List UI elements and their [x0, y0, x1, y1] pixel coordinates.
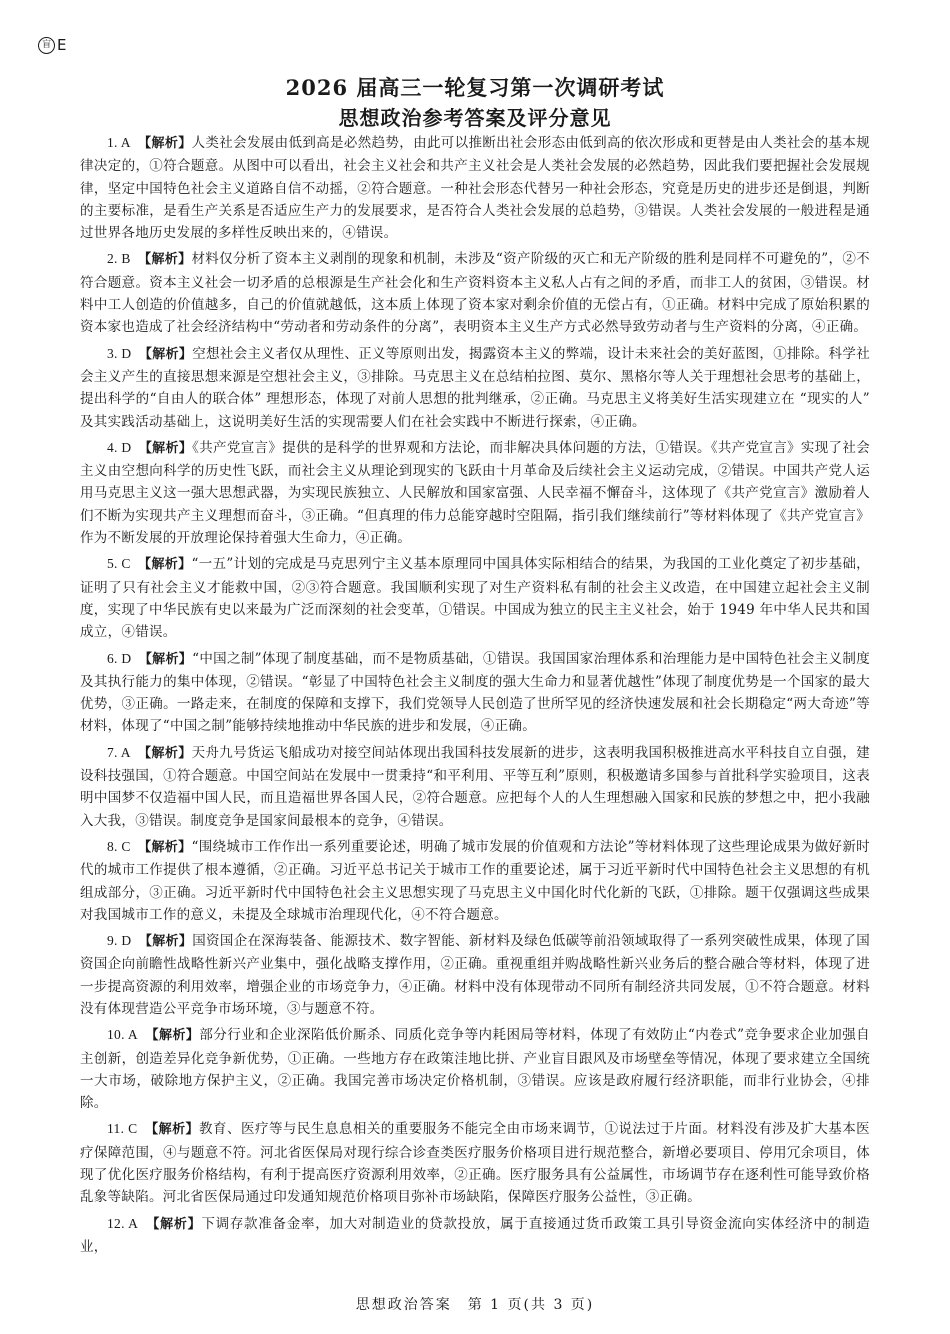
- analysis-tag: 【解析】: [144, 557, 192, 573]
- analysis-tag: 【解析】: [145, 651, 193, 667]
- analysis-tag: 【解析】: [152, 1028, 200, 1044]
- answer-text: 天舟九号货运飞船成功对接空间站体现出我国科技发展新的进步，这表明我国积极推进高水平科技自立自强，建设科技强国，①符合题意。中国空间站在发展中一贯秉持“和平利用、平等互利”原则，积极邀请多国参与首批科学实验项目，这表明中国梦不仅造福中国人民，而且造福世界各国人民，②符合题意。应把每个人的人生理想融入国家和民族的梦想之中，把小我融入大我，③错误。制度竞争是国家间最根本的竞争，④错误。: [80, 744, 870, 829]
- page-title: 2026 届高三一轮复习第一次调研考试: [285, 75, 665, 100]
- answer-item: [80, 1118, 870, 1208]
- answer-number: 2. B: [107, 251, 131, 267]
- answer-text: “围绕城市工作作出一系列重要论述，明确了城市发展的价值观和方法论”等材料体现了这些理论成果为做好新时代的城市工作提供了根本遵循，②正确。习近平总书记关于城市工作的重要论述，属于习近平新时代中国特色社会主义思想的有机组成部分，③正确。习近平新时代中国特色社会主义思想实现了马克思主义中国化时代化新的飞跃，①排除。题干仅强调这些成果对我国城市工作的意义，未提及全球城市治理现代化，④不符合题意。: [80, 838, 870, 923]
- answer-item: [80, 248, 870, 338]
- answer-item: [80, 742, 870, 832]
- page-subtitle: 思想政治参考答案及评分意见: [338, 106, 612, 130]
- analysis-tag: 【解析】: [144, 252, 192, 268]
- analysis-tag: 【解析】: [144, 839, 192, 855]
- answer-number: 10. A: [107, 1027, 138, 1043]
- answer-text: 部分行业和企业深陷低价厮杀、同质化竞争等内耗困局等材料，体现了有效防止“内卷式”竞争要求企业加强自主创新，创造差异化竞争新优势，①正确。一些地方存在政策洼地比拼、产业盲目跟风及市场壁垒等情况，体现了要求建立全国统一大市场，破除地方保护主义，②正确。我国完善市场决定价格机制，③错误。应该是政府履行经济职能，而非行业协会，④排除。: [80, 1027, 870, 1112]
- answer-text: 《共产党宣言》提供的是科学的世界观和方法论，而非解决具体问题的方法，①错误。《共产党宣言》实现了社会主义由空想向科学的历史性飞跃，而社会主义从理论到现实的飞跃由十月革命及后续社会主义运动完成，②错误。中国共产党人运用马克思主义这一强大思想武器，为实现民族独立、人民解放和国家富强、人民幸福不懈奋斗，这体现了《共产党宣言》激励着人们不断为实现共产主义理想而奋斗，③正确。“但真理的伟力总能穿越时空阻隔，指引我们继续前行”等材料体现了《共产党宣言》作为不断发展的开放理论保持着强大生命力，④正确。: [80, 439, 870, 547]
- corner-letter: E: [57, 36, 67, 54]
- answer-item: [80, 343, 870, 433]
- page-footer: 思想政治答案 第 1 页(共 3 页): [355, 1297, 595, 1313]
- answer-number: 11. C: [107, 1121, 138, 1137]
- answer-text: “中国之制”体现了制度基础，而不是物质基础，①错误。我国国家治理体系和治理能力是中国特色社会主义制度及其执行能力的集中体现，②错误。“彰显了中国特色社会主义制度的强大生命力和显著优越性”体现了制度优势是一个国家的最大优势，③正确。一路走来，在制度的保障和支撑下，我们党领导人民创造了世所罕见的经济快速发展和社会长期稳定“两大奇迹”等材料，体现了“中国之制”能够持续地推动中华民族的进步和发展，④正确。: [80, 650, 870, 735]
- answer-list: [80, 132, 870, 1262]
- answer-number: 5. C: [107, 556, 131, 572]
- answer-number: 8. C: [107, 838, 131, 854]
- answer-number: 3. D: [107, 345, 132, 361]
- answer-text: 教育、医疗等与民生息息相关的重要服务不能完全由市场来调节，①说法过于片面。材料没有涉及扩大基本医疗保障范围，④与题意不符。河北省医保局对现行综合诊查类医疗服务价格项目进行规范整合，新增必要项目、停用冗余项目，体现了优化医疗服务价格结构，有利于提高医疗资源利用效率，②正确。医疗服务具有公益属性，市场调节存在逐利性可能导致价格乱象等缺陷。河北省医保局通过印发通知规范价格项目弥补市场缺陷，保障医疗服务公益性，③正确。: [80, 1121, 870, 1206]
- answer-item: [80, 836, 870, 926]
- answer-text: 下调存款准备金率，加大对制造业的贷款投放，属于直接通过货币政策工具引导资金流向实体经济中的制造业，: [80, 1215, 870, 1255]
- analysis-tag: 【解析】: [145, 440, 193, 456]
- answer-number: 12. A: [107, 1215, 139, 1231]
- analysis-tag: 【解析】: [144, 745, 192, 761]
- answer-item: [80, 553, 870, 643]
- analysis-tag: 【解析】: [151, 1122, 200, 1138]
- answer-number: 4. D: [107, 439, 132, 455]
- answer-text: 国资国企在深海装备、能源技术、数字智能、新材料及绿色低碳等前沿领域取得了一系列突破性成果，体现了国资国企向前瞻性战略性新兴产业集中，强化战略支撑作用，②正确。重视重组并购战略性新兴业务后的整合融合等材料，体现了进一步提高资源的利用效率，增强企业的市场竞争力，④正确。材料中没有体现带动不同所有制经济共同发展，①不符合题意。材料没有体现营造公平竞争市场环境，③与题意不符。: [80, 933, 870, 1017]
- corner-mark: [38, 36, 66, 54]
- analysis-tag: 【解析】: [145, 346, 193, 362]
- analysis-tag: 【解析】: [145, 934, 193, 950]
- answer-text: 人类社会发展由低到高是必然趋势，由此可以推断出社会形态由低到高的依次形成和更替是由人类社会的基本规律决定的，①符合题意。从图中可以看出，社会主义社会和共产主义社会是人类社会发展的必然趋势，因此我们要把握社会发展规律，坚定中国特色社会主义道路自信不动摇，②符合题意。一种社会形态代替另一种社会形态，究竟是历史的进步还是倒退，判断的主要标准，是看生产关系是否适应生产力的发展要求，是否符合人类社会发展的总趋势，③错误。人类社会发展的一般进程是通过世界各地历史发展的多样性反映出来的，④错误。: [80, 135, 870, 242]
- answer-item: [80, 1024, 870, 1114]
- answer-item: [80, 132, 870, 244]
- analysis-tag: 【解析】: [152, 1216, 202, 1232]
- answer-item: [80, 930, 870, 1020]
- answer-number: 9. D: [107, 933, 132, 949]
- answer-item: [80, 648, 870, 738]
- answer-item: [80, 437, 870, 549]
- answer-item: [80, 1213, 870, 1259]
- answer-text: 材料仅分析了资本主义剥削的现象和机制，未涉及“资产阶级的灭亡和无产阶级的胜利是同样不可避免的”，②不符合题意。资本主义社会一切矛盾的总根源是生产社会化和生产资料资本主义私人占有之间的矛盾，而非工人的贫困，③错误。材料中工人创造的价值越多，自己的价值就越低，这本质上体现了资本家对剩余价值的无偿占有，①正确。材料中完成了原始积累的资本家也造成了社会经济结构中“劳动者和劳动条件的分离”，表明资本主义生产方式必然导致劳动者与生产资料的分离，④正确。: [80, 251, 870, 336]
- answer-text: “一五”计划的完成是马克思列宁主义基本原理同中国具体实际相结合的结果，为我国的工业化奠定了初步基础，证明了只有社会主义才能救中国，②③符合题意。我国顺利实现了对生产资料私有制的社会主义改造，在中国建立起社会主义制度，实现了中华民族有史以来最为广泛而深刻的社会变革，①错误。中国成为独立的民主主义社会，始于 1949 年中华人民共和国成立，④错误。: [80, 556, 870, 641]
- answer-text: 空想社会主义者仅从理性、正义等原则出发，揭露资本主义的弊端，设计未来社会的美好蓝图，①排除。科学社会主义产生的直接思想来源是空想社会主义，③排除。马克思主义在总结柏拉图、莫尔、黑格尔等人关于理想社会思考的基础上，提出科学的“自由人的联合体” 理想形态，体现了对前人思想的批判继承，②正确。马克思主义将美好生活实现建立在 “现实的人” 及其实践活动基础上，这说明美好生活的实现需要人们在社会实践中不断进行探索，④正确。: [80, 345, 870, 430]
- answer-number: 6. D: [107, 650, 132, 666]
- answer-number: 1. A: [107, 135, 131, 150]
- answer-number: 7. A: [107, 744, 131, 760]
- circled-mark: 盲: [38, 37, 55, 54]
- analysis-tag: 【解析】: [144, 136, 192, 151]
